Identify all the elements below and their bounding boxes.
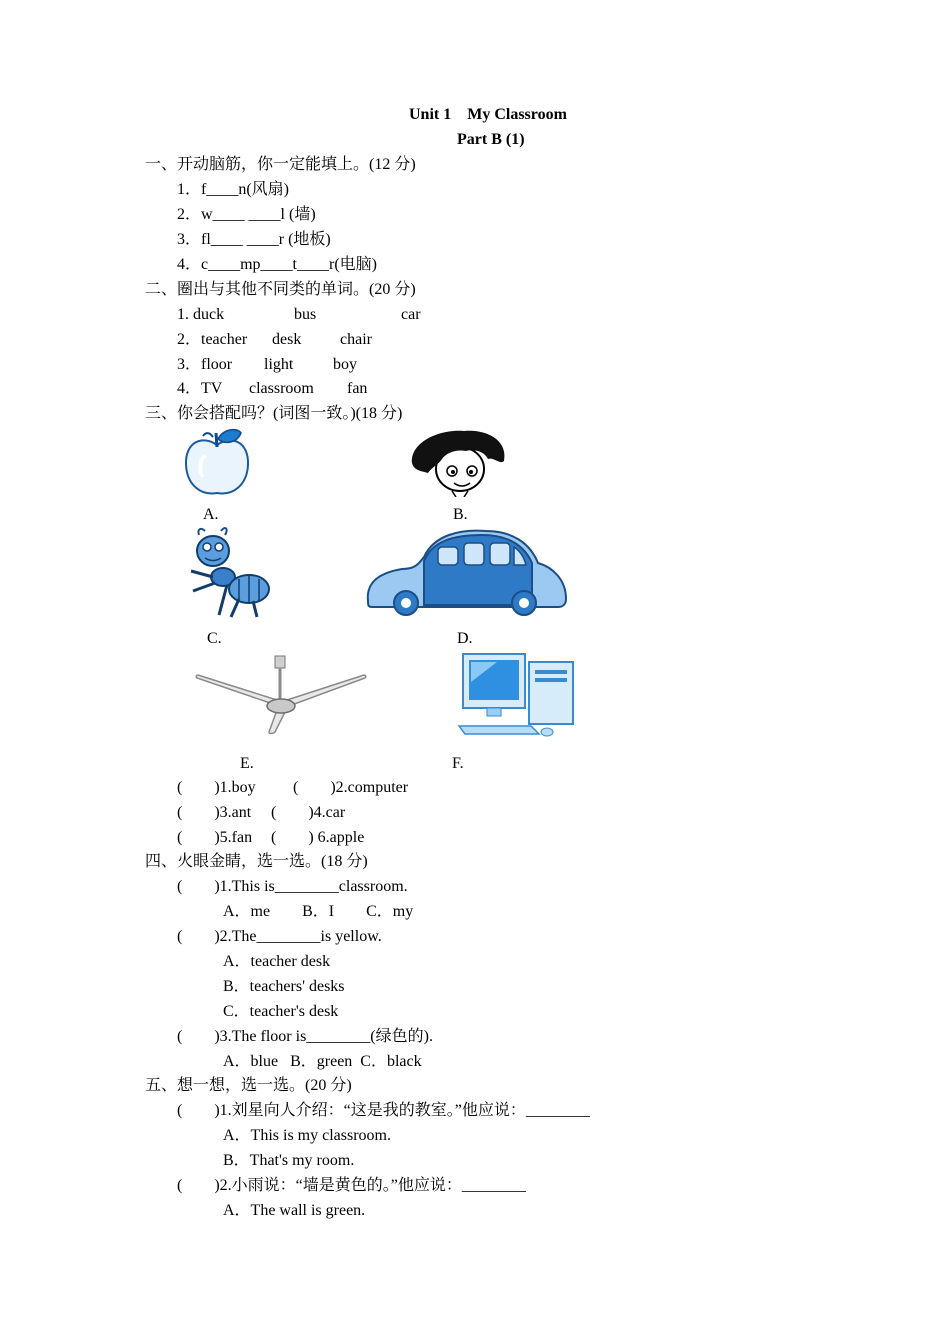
s1-item: 4．c____mp____t____r(电脑) <box>177 256 377 273</box>
s1-item: 1．f____n(风扇) <box>177 181 289 198</box>
section-2-heading: 二、圈出与其他不同类的单词。(20 分) <box>145 281 416 298</box>
s4-q3-options: A．blue B．green C．black <box>223 1053 422 1070</box>
match-item: ( )4.car <box>271 804 346 821</box>
fan-picture <box>193 650 373 735</box>
computer-picture <box>457 652 577 739</box>
s5-question-2: ( )2.小雨说：“墙是黄色的。”他应说：________ <box>177 1177 526 1194</box>
section-4-heading: 四、火眼金睛，选一选。(18 分) <box>145 853 368 870</box>
s4-q1-options: A．me B．I C．my <box>223 903 414 920</box>
match-item: ( )5.fan <box>177 829 253 846</box>
picture-label-e: E. <box>240 755 254 772</box>
s4-question-2: ( )2.The________is yellow. <box>177 928 382 945</box>
picture-label-d: D. <box>457 630 473 647</box>
s4-question-1: ( )1.This is________classroom. <box>177 878 408 895</box>
s5-q1-option: B．That's my room. <box>223 1152 355 1169</box>
s5-question-1: ( )1.刘星向人介绍：“这是我的教室。”他应说：________ <box>177 1102 590 1119</box>
s1-item: 3．fl____ ____r (地板) <box>177 231 331 248</box>
section-1-heading: 一、开动脑筋，你一定能填上。(12 分) <box>145 156 416 173</box>
s5-q2-option: A．The wall is green. <box>223 1202 366 1219</box>
picture-label-f: F. <box>452 755 464 772</box>
s4-q2-option: A．teacher desk <box>223 953 331 970</box>
s2-word: classroom <box>249 380 314 397</box>
ant-picture <box>183 525 273 622</box>
apple-picture <box>183 427 251 497</box>
match-item: ( )2.computer <box>293 779 409 796</box>
s2-word: chair <box>340 331 372 348</box>
car-picture <box>362 523 570 620</box>
s2-word: car <box>401 306 421 323</box>
page-subtitle: Part B (1) <box>457 131 525 148</box>
s2-word: boy <box>333 356 357 373</box>
s5-q1-option: A．This is my classroom. <box>223 1127 391 1144</box>
s2-word: light <box>264 356 294 373</box>
s2-word: 4．TV <box>177 380 223 397</box>
section-5-heading: 五、想一想，选一选。(20 分) <box>145 1077 352 1094</box>
s2-word: 2．teacher <box>177 331 248 348</box>
s2-word: desk <box>272 331 302 348</box>
s4-q2-option: C．teacher's desk <box>223 1003 339 1020</box>
match-item: ( )3.ant <box>177 804 252 821</box>
picture-label-a: A. <box>203 506 219 523</box>
s2-word: bus <box>294 306 317 323</box>
match-item: ( )1.boy <box>177 779 256 796</box>
s4-question-3: ( )3.The floor is________(绿色的). <box>177 1028 433 1045</box>
s2-word: 1. duck <box>177 306 225 323</box>
boy-picture <box>408 427 510 497</box>
section-3-heading: 三、你会搭配吗？(词图一致。)(18 分) <box>145 405 403 422</box>
s4-q2-option: B．teachers' desks <box>223 978 345 995</box>
s2-word: fan <box>347 380 368 397</box>
picture-label-b: B. <box>453 506 468 523</box>
picture-label-c: C. <box>207 630 222 647</box>
page-title: Unit 1 My Classroom <box>409 106 567 123</box>
s1-item: 2．w____ ____l (墙) <box>177 206 316 223</box>
s2-word: 3．floor <box>177 356 233 373</box>
match-item: ( ) 6.apple <box>271 829 365 846</box>
